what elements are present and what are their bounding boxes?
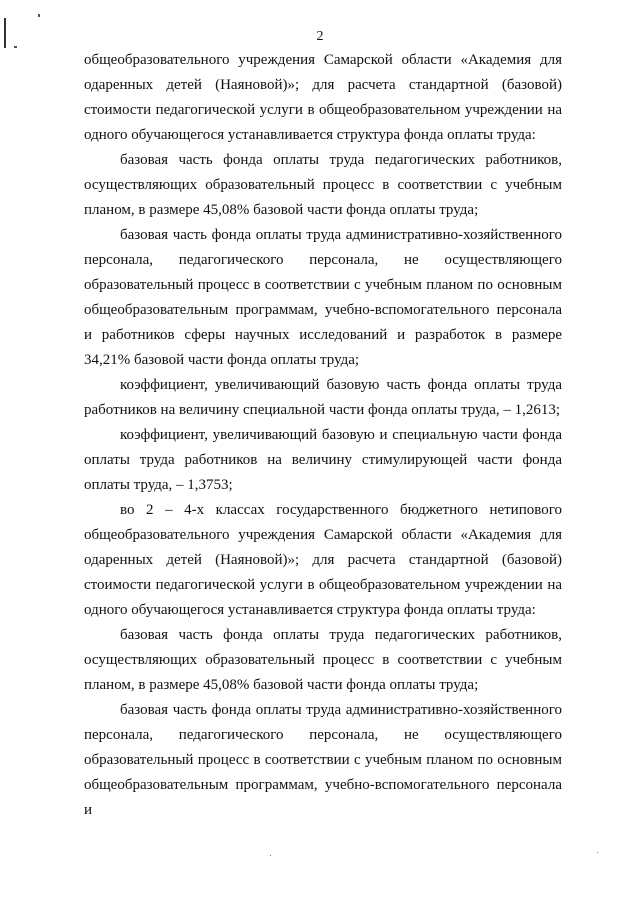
paragraph: базовая часть фонда оплаты труда административно-хозяйственного персонала, педагогического персонала, не осуществляющего образовательный процесс в соответствии с учебным планом по основным общеобразовательным программам, учебно-вспомогательного персонала и работников сферы научных исследований и разработок в размере 34,21% базовой части фонда оплаты труда; [84, 227, 562, 368]
paragraph: базовая часть фонда оплаты труда педагогических работников, осуществляющих образовательный процесс в соответствии с учебным планом, в размере 45,08% базовой части фонда оплаты труда; [84, 152, 562, 218]
page-number: 2 [316, 29, 324, 44]
paragraph: базовая часть фонда оплаты труда педагогических работников, осуществляющих образовательный процесс в соответствии с учебным планом, в размере 45,08% базовой части фонда оплаты труда; [84, 627, 562, 693]
scan-speck [14, 46, 17, 48]
paragraph: общеобразовательного учреждения Самарской области «Академия для одаренных детей (Наяновой)»; для расчета стандартной (базовой) стоимости педагогической услуги в общеобразовательном учреждении на одного обучающегося устанавливается структура фонда оплаты труда: [84, 52, 562, 143]
paragraph: коэффициент, увеличивающий базовую и специальную части фонда оплаты труда работников на величину стимулирующей части фонда оплаты труда, – 1,3753; [84, 427, 562, 493]
paragraph: коэффициент, увеличивающий базовую часть фонда оплаты труда работников на величину специальной части фонда оплаты труда, – 1,2613; [84, 377, 562, 418]
scan-speck [597, 852, 598, 853]
scan-speck [38, 14, 40, 17]
document-body [84, 48, 562, 823]
paragraph: во 2 – 4-х классах государственного бюджетного нетипового общеобразовательного учреждения Самарской области «Академия для одаренных детей (Наяновой)»; для расчета стандартной (базовой) стоимости педагогической услуги в общеобразовательном учреждении на одного обучающегося устанавливается структура фонда оплаты труда: [84, 502, 562, 618]
paragraph: базовая часть фонда оплаты труда административно-хозяйственного персонала, педагогического персонала, не осуществляющего образовательный процесс в соответствии с учебным планом по основным общеобразовательным программам, учебно-вспомогательного персонала и [84, 702, 562, 818]
scan-speck [270, 855, 271, 856]
